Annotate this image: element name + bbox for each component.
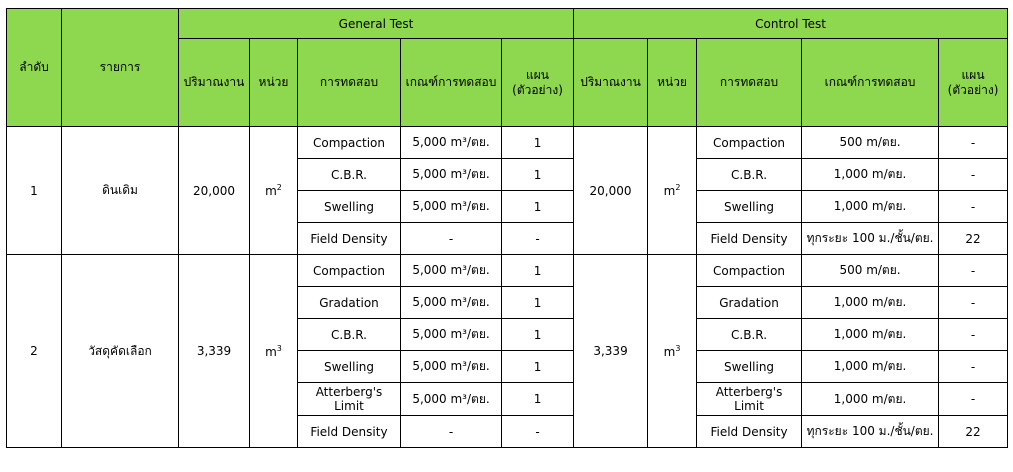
row-general-criteria: 5,000 m³/ตย. xyxy=(401,383,502,416)
row-control-criteria: 500 m/ตย. xyxy=(802,127,939,159)
header-col-no: ลำดับ xyxy=(7,9,62,127)
row-general-test: C.B.R. xyxy=(298,319,401,351)
row-control-plan: - xyxy=(939,287,1008,319)
row-general-plan: 1 xyxy=(502,191,574,223)
row-general-test: Gradation xyxy=(298,287,401,319)
row-general-criteria: 5,000 m³/ตย. xyxy=(401,351,502,383)
row-control-plan: - xyxy=(939,351,1008,383)
row-control-criteria: 1,000 m/ตย. xyxy=(802,287,939,319)
row-general-test: Compaction xyxy=(298,127,401,159)
header-control-test: การทดสอบ xyxy=(697,39,802,127)
row-control-test: Compaction xyxy=(697,255,802,287)
header-general-plan-line1: แผน xyxy=(526,67,549,82)
row-control-plan: - xyxy=(939,319,1008,351)
header-control-plan-line1: แผน xyxy=(961,67,985,82)
row-general-unit: $m^2$ xyxy=(250,127,298,255)
header-group-general-test: General Test xyxy=(179,9,574,39)
row-control-plan: 22 xyxy=(939,416,1008,448)
row-control-test: Field Density xyxy=(697,223,802,255)
row-item: วัสดุคัดเลือก xyxy=(62,255,179,448)
row-control-test: C.B.R. xyxy=(697,319,802,351)
row-control-plan: - xyxy=(939,191,1008,223)
header-general-plan xyxy=(502,39,574,127)
row-general-plan: 1 xyxy=(502,383,574,416)
row-general-plan: - xyxy=(502,223,574,255)
row-control-criteria: 1,000 m/ตย. xyxy=(802,351,939,383)
row-general-criteria: 5,000 m³/ตย. xyxy=(401,127,502,159)
header-control-criteria: เกณฑ์การทดสอบ xyxy=(802,39,939,127)
table-row xyxy=(7,255,1008,287)
test-plan-table xyxy=(6,8,1008,448)
header-control-quantity: ปริมาณงาน xyxy=(574,39,648,127)
header-general-criteria xyxy=(401,39,502,127)
table-header xyxy=(7,9,1008,127)
table-row xyxy=(7,127,1008,159)
row-control-plan: 22 xyxy=(939,223,1008,255)
row-control-plan: - xyxy=(939,255,1008,287)
row-control-test: Swelling xyxy=(697,351,802,383)
row-general-criteria: 5,000 m³/ตย. xyxy=(401,255,502,287)
row-control-quantity: 20,000 xyxy=(574,127,648,255)
row-general-test: Swelling xyxy=(298,351,401,383)
header-general-unit: หน่วย xyxy=(250,39,298,127)
header-control-plan xyxy=(939,39,1008,127)
row-control-test: Atterberg's Limit xyxy=(697,383,802,416)
row-control-criteria: 1,000 m/ตย. xyxy=(802,191,939,223)
row-general-criteria: 5,000 m³/ตย. xyxy=(401,159,502,191)
row-control-test: C.B.R. xyxy=(697,159,802,191)
row-control-test: Swelling xyxy=(697,191,802,223)
row-general-plan: - xyxy=(502,416,574,448)
table-body xyxy=(7,127,1008,448)
header-general-plan-line2: (ตัวอย่าง) xyxy=(512,82,563,97)
row-control-test: Field Density xyxy=(697,416,802,448)
row-item: ดินเดิม xyxy=(62,127,179,255)
header-general-test: การทดสอบ xyxy=(298,39,401,127)
row-control-plan: - xyxy=(939,159,1008,191)
row-control-plan: - xyxy=(939,127,1008,159)
header-control-unit: หน่วย xyxy=(648,39,697,127)
row-control-criteria: 1,000 m/ตย. xyxy=(802,159,939,191)
row-control-plan: - xyxy=(939,383,1008,416)
row-general-test: Field Density xyxy=(298,223,401,255)
header-control-plan-line2: (ตัวอย่าง) xyxy=(947,82,999,97)
row-general-test: C.B.R. xyxy=(298,159,401,191)
row-general-unit: $m^3$ xyxy=(250,255,298,448)
row-no: 2 xyxy=(7,255,62,448)
row-general-plan: 1 xyxy=(502,127,574,159)
row-general-criteria: 5,000 m³/ตย. xyxy=(401,287,502,319)
row-general-test: Swelling xyxy=(298,191,401,223)
row-general-criteria: - xyxy=(401,223,502,255)
header-general-criteria-line1: เกณฑ์การทดสอบ xyxy=(405,75,497,89)
header-col-item: รายการ xyxy=(62,9,179,127)
row-control-unit: $m^2$ xyxy=(648,127,697,255)
row-general-quantity: 3,339 xyxy=(179,255,250,448)
row-control-criteria: 1,000 m/ตย. xyxy=(802,383,939,416)
row-control-criteria: 1,000 m/ตย. xyxy=(802,319,939,351)
row-general-plan: 1 xyxy=(502,287,574,319)
row-general-plan: 1 xyxy=(502,351,574,383)
row-control-unit: $m^3$ xyxy=(648,255,697,448)
row-control-quantity: 3,339 xyxy=(574,255,648,448)
row-general-criteria: - xyxy=(401,416,502,448)
row-general-criteria: 5,000 m³/ตย. xyxy=(401,319,502,351)
row-general-test: Atterberg's Limit xyxy=(298,383,401,416)
row-general-test: Compaction xyxy=(298,255,401,287)
row-general-test: Field Density xyxy=(298,416,401,448)
row-no: 1 xyxy=(7,127,62,255)
row-control-criteria: ทุกระยะ 100 ม./ชั้น/ตย. xyxy=(802,416,939,448)
header-general-quantity: ปริมาณงาน xyxy=(179,39,250,127)
row-general-criteria: 5,000 m³/ตย. xyxy=(401,191,502,223)
row-general-plan: 1 xyxy=(502,159,574,191)
row-control-test: Compaction xyxy=(697,127,802,159)
row-control-criteria: ทุกระยะ 100 ม./ชั้น/ตย. xyxy=(802,223,939,255)
row-control-criteria: 500 m/ตย. xyxy=(802,255,939,287)
row-general-quantity: 20,000 xyxy=(179,127,250,255)
row-control-test: Gradation xyxy=(697,287,802,319)
header-group-row xyxy=(7,9,1008,39)
header-group-control-test: Control Test xyxy=(574,9,1008,39)
row-general-plan: 1 xyxy=(502,319,574,351)
row-general-plan: 1 xyxy=(502,255,574,287)
